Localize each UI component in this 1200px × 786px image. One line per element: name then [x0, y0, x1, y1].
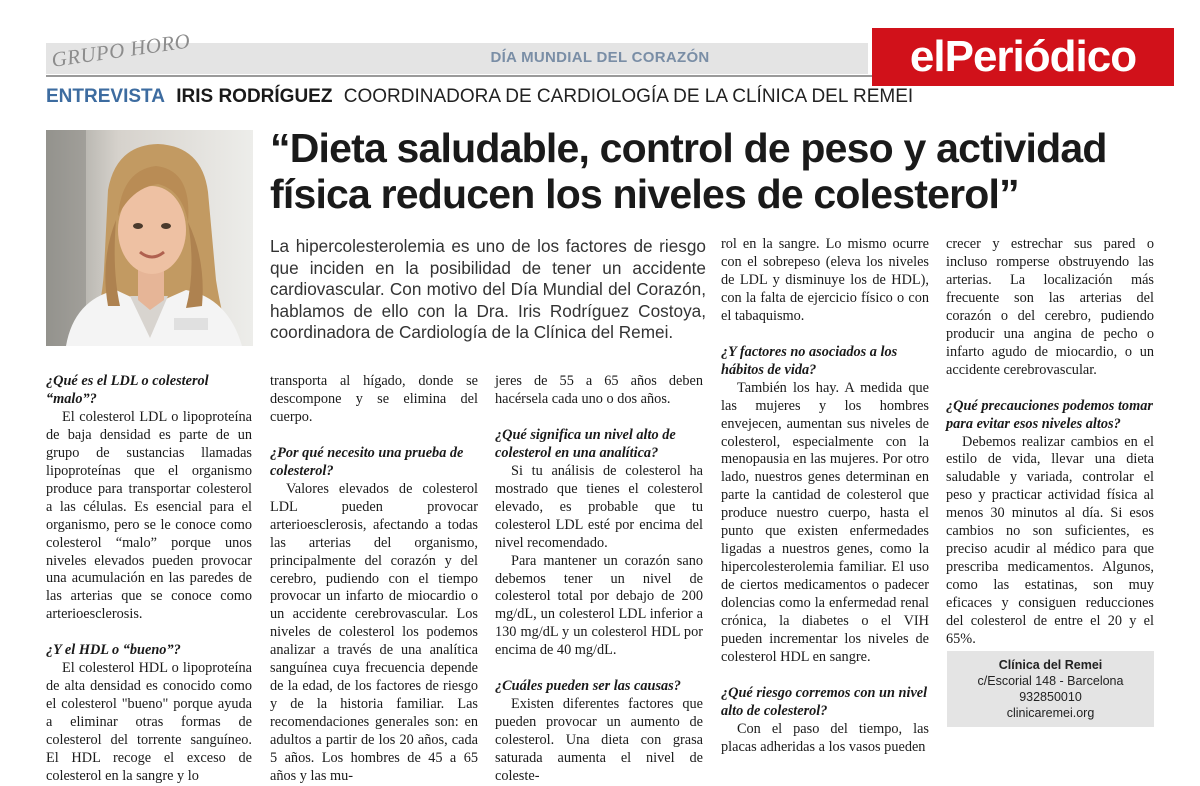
- answer: Si tu análisis de colesterol ha mostrado que tienes el colesterol elevado, es probable que tu colesterol LDL esté por encima del nivel recomendado.: [495, 462, 703, 551]
- lead-text: La hipercolesterolemia es uno de los factores de riesgo que inciden en la posibilidad de tener un accidente cardiovascular. Con motivo del Día Mundial del Corazón, hablamos de ello con la Dra. Iris Rodríguez Costoya, coordinadora de Cardiología de la Clínica del Remei.: [270, 236, 706, 343]
- answer: El colesterol HDL o lipoproteína de alta densidad es conocido como el colesterol "bueno" porque ayuda a eliminar otras formas de colesterol del torrente sanguíneo. El HDL recoge el exceso de colesterol en la sangre y lo: [46, 660, 252, 785]
- clinic-name: Clínica del Remei: [998, 658, 1103, 672]
- answer: También los hay. A medida que las mujeres y los hombres envejecen, aumentan sus niveles de colesterol, especialmente con la menopausia en las mujeres. Por otro lado, nuestros genes determinan en parte la cantidad de colesterol que produce nuestro cuerpo, hasta el punto que existen enfermedades ligadas a nuestros genes, como la hipercolesterolemia familiar. El uso de ciertos medicamentos o padecer dolencias como la enfermedad renal crónica, la diabetes o el VIH pueden incrementar los niveles de colesterol HDL en sangre.: [721, 379, 929, 665]
- question: ¿Qué precauciones podemos tomar para evitar esos niveles altos?: [946, 397, 1153, 432]
- newspaper-logo: elPeriódico: [872, 28, 1174, 86]
- clinic-info-box: [947, 651, 1154, 727]
- question: ¿Qué significa un nivel alto de colesterol en una analítica?: [495, 426, 676, 461]
- byline-role: COORDINADORA DE CARDIOLOGÍA DE LA CLÍNICA DEL REMEI: [343, 86, 914, 107]
- question: ¿Qué riesgo corremos con un nivel alto de colesterol?: [721, 684, 928, 719]
- answer: Debemos realizar cambios en el estilo de vida, llevar una dieta saludable y variada, controlar el peso y practicar actividad física al menos 30 minutos al día. Si esos cambios no son suficientes, es preciso acudir al médico para que prescriba medicamentos. Algunos, como las estatinas, son muy eficaces y consiguen reducciones del colesterol de entre el 20 y el 65%.: [946, 433, 1154, 648]
- clinic-address: c/Escorial 148 - Barcelona: [977, 674, 1124, 688]
- answer: Existen diferentes factores que pueden provocar un aumento de colesterol. Una dieta con grasa saturada aumenta el nivel de coleste-: [495, 696, 703, 785]
- answer: El colesterol LDL o lipoproteína de baja densidad es parte de un grupo de sustancias llamadas lipoproteínas que el organismo produce para transportar colesterol a las células. Es esencial para el organismo, pero se le conoce como colesterol “malo” porque unos niveles elevados pueden provocar una acumulación en las paredes de las arterias que se conoce como arterioesclerosis.: [46, 408, 252, 623]
- column-4: [721, 236, 929, 757]
- answer: Para mantener un corazón sano debemos tener un nivel de colesterol total por debajo de 200 mg/dL, un colesterol LDL inferior a 130 mg/dL y un colesterol HDL por encima de 40 mg/dL.: [495, 552, 703, 659]
- portrait-image: [46, 130, 253, 346]
- question: ¿Qué es el LDL o colesterol “malo”?: [46, 373, 209, 407]
- byline-kicker: ENTREVISTA: [46, 86, 165, 107]
- column-3: [495, 373, 703, 786]
- column-2: [270, 373, 478, 786]
- question: ¿Y factores no asociados a los hábitos de vida?: [721, 343, 898, 378]
- group-logo: GRUPO HORO: [50, 28, 192, 72]
- answer-continuation: transporta al hígado, donde se descompone y se elimina del cuerpo.: [270, 373, 478, 425]
- answer-continuation: crecer y estrechar sus pared o incluso romperse obstruyendo las arterias. La localización más frecuente son las arterias del corazón o del cerebro, pudiendo producir una angina de pecho o infarto agudo de miocardio, o un accidente cerebrovascular.: [946, 236, 1154, 378]
- question: ¿Cuáles pueden ser las causas?: [495, 678, 681, 695]
- column-5: [946, 236, 1154, 649]
- byline: [46, 86, 913, 108]
- answer: Valores elevados de colesterol LDL pueden provocar arterioesclerosis, afectando a todas las arterias del organismo, principalmente del corazón y del cerebro, pudiendo con el tiempo provocar un infarto de miocardio o un accidente cerebrovascular. Los niveles de colesterol los podemos analizar a través de una analítica sanguínea cuya frecuencia depende de la edad, de los factores de riesgo y de la historia familiar. Las recomendaciones generales son: en adultos a partir de los 20 años, cada 5 años. Los hombres de 45 a 65 años y las mu-: [270, 480, 478, 785]
- lead-paragraph: [270, 236, 706, 344]
- answer: Con el paso del tiempo, las placas adheridas a los vasos pueden: [721, 720, 929, 755]
- section-title: DÍA MUNDIAL DEL CORAZÓN: [490, 49, 710, 66]
- clinic-phone: 932850010: [1019, 690, 1082, 704]
- clinic-website: clinicaremei.org: [1006, 706, 1095, 720]
- answer-continuation: rol en la sangre. Lo mismo ocurre con el sobrepeso (eleva los niveles de LDL y disminuye los de HDL), con la falta de ejercicio físico o con el tabaquismo.: [721, 236, 929, 324]
- question: ¿Por qué necesito una prueba de colesterol?: [270, 444, 464, 479]
- question: ¿Y el HDL o “bueno”?: [46, 642, 181, 659]
- byline-name: IRIS RODRÍGUEZ: [176, 86, 333, 107]
- headline: “Dieta saludable, control de peso y actividad física reducen los niveles de colesterol”: [270, 125, 1107, 217]
- interviewee-photo: [46, 130, 253, 346]
- answer-continuation: jeres de 55 a 65 años deben hacérsela cada uno o dos años.: [495, 373, 703, 407]
- column-1: [46, 373, 252, 786]
